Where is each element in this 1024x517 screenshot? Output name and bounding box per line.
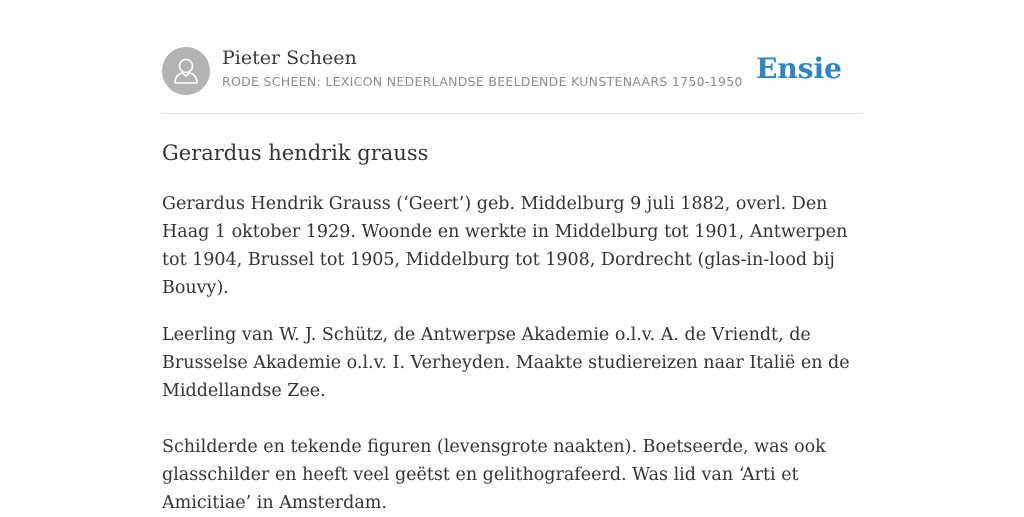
entry-paragraph: Schilderde en tekende figuren (levensgrote naakten). Boetseerde, was ook glasschilder en heeft veel geëtst en gelithografeerd. Was lid van ‘Arti et Amicitiae’ in Amsterdam. [162,437,826,513]
user-silhouette-icon [162,47,210,95]
entry-paragraph: Leerling van W. J. Schütz, de Antwerpse Akademie o.l.v. A. de Vriendt, de Brusselse Akademie o.l.v. I. Verheyden. Maakte studiereizen naar Italië en de Middellandse Zee. [162,325,850,401]
author-name[interactable]: Pieter Scheen [222,47,357,69]
author-source: RODE SCHEEN: LEXICON NEDERLANDSE BEELDENDE KUNSTENAARS 1750-1950 [222,74,743,89]
ensie-logo[interactable]: Ensie [756,52,842,85]
entry-title: Gerardus hendrik grauss [162,141,429,165]
entry-paragraph: Gerardus Hendrik Grauss (‘Geert’) geb. Middelburg 9 juli 1882, overl. Den Haag 1 oktober 1929. Woonde en werkte in Middelburg tot 1901, Antwerpen tot 1904, Brussel tot 1905, Middelburg tot 1908, Dordrecht (glas-in-lood bij Bouvy). [162,194,848,298]
entry-page [162,46,862,517]
entry-header [162,46,862,114]
avatar [162,47,210,95]
